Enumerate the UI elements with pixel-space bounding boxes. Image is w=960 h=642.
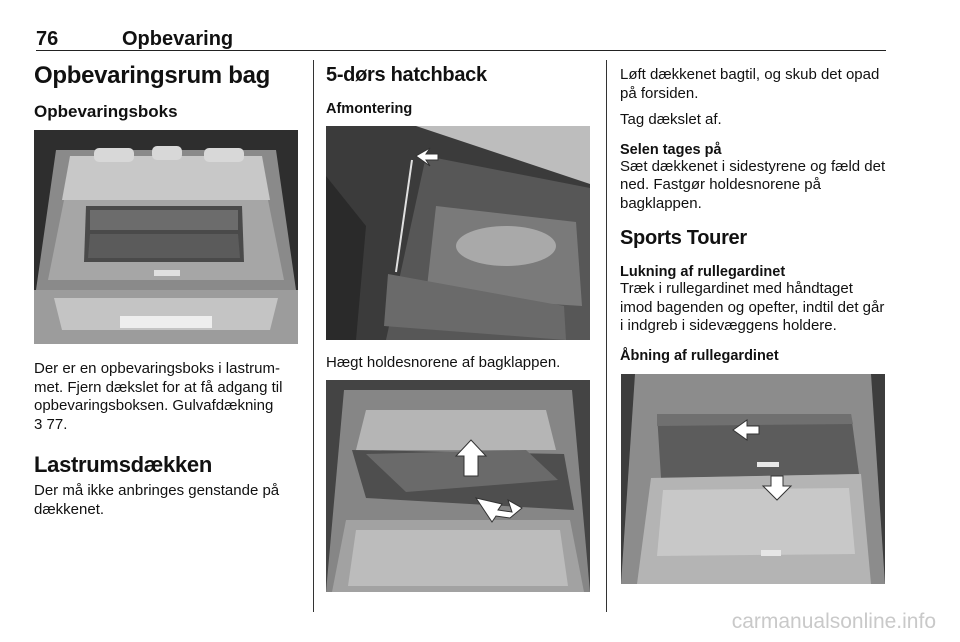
subheading-opbevaringsboks: Opbevaringsboks: [34, 102, 178, 121]
heading-5-doors-hatchback: 5-dørs hatchback: [326, 64, 487, 86]
paragraph-install-cover: Sæt dækkenet i sidestyrene og fæld det ned. Fastgør holdesnorene på bagklappen.: [620, 157, 886, 212]
column-divider: [313, 60, 314, 612]
paragraph-unhook-cords: Hægt holdesnorene af bagklappen.: [326, 354, 561, 371]
column-1: [34, 58, 300, 122]
column-3: [620, 66, 888, 364]
column-2: [326, 58, 592, 117]
paragraph-lastrumsdaekken: Der må ikke anbringes genstande på dækkenet.: [34, 482, 280, 518]
heading-sports-tourer: Sports Tourer: [620, 227, 747, 249]
subheading-afmontering: Afmontering: [326, 101, 413, 117]
figure-sports-tourer-blind: [621, 374, 885, 584]
column-1-text: [34, 360, 300, 519]
figure-hatchback-remove-cord: [326, 126, 590, 340]
column-2-text: [326, 354, 592, 373]
cross-reference: 3 77.: [34, 415, 68, 433]
figure-hatchback-lift-cover: [326, 380, 590, 592]
paragraph-storage-box: Der er en opbevaringsboks i lastrum-met. Fjern dækslet for at få adgang til opbevaringsboksen. Gulvafdækning: [34, 360, 283, 414]
heading-opbevaringsrum-bag: Opbevaringsrum bag: [34, 62, 270, 89]
page-header: [36, 26, 886, 51]
paragraph-close-blind: Træk i rullegardinet med håndtaget imod bagenden og opefter, indtil det går i indgreb i sidevæggens holdere.: [620, 280, 885, 334]
heading-selen-tages-pa: Selen tages på: [620, 141, 722, 158]
watermark: carmanualsonline.info: [731, 610, 936, 633]
column-divider: [606, 60, 607, 612]
paragraph-remove-cover: Tag dækslet af.: [620, 111, 722, 128]
page-number: 76: [36, 28, 59, 50]
figure-storage-box: [34, 130, 298, 344]
paragraph-lift-cover: Løft dækkenet bagtil, og skub det opad på forsiden.: [620, 66, 880, 102]
section-title: Opbevaring: [122, 28, 234, 50]
heading-abning-af-rullegardinet: Åbning af rullegardinet: [620, 347, 779, 364]
heading-lukning-af-rullegardinet: Lukning af rullegardinet: [620, 264, 786, 280]
heading-lastrumsdaekken: Lastrumsdækken: [34, 452, 212, 477]
